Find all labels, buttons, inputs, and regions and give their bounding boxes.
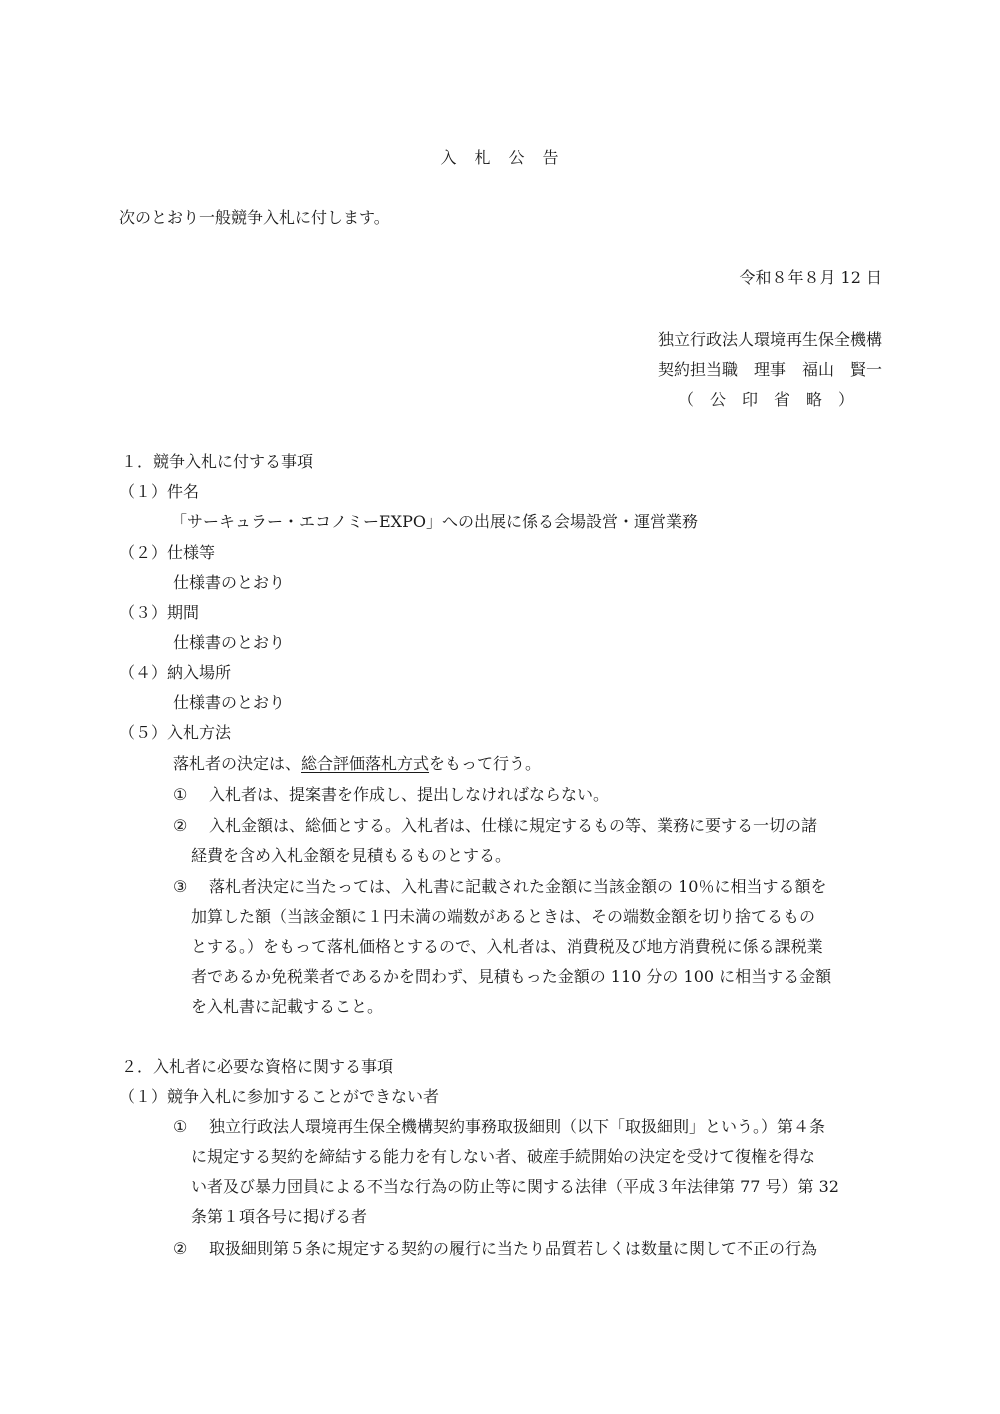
item-label: （２）仕様等 — [119, 543, 216, 562]
seal-note: （ 公 印 省 略 ） — [678, 390, 855, 409]
method-suffix: をもって行う。 — [429, 754, 542, 773]
item-value: 仕様書のとおり — [173, 573, 286, 592]
notice-date: 令和８年８月 12 日 — [739, 268, 882, 287]
method-prefix: 落札者の決定は、 — [173, 754, 302, 773]
rule-line: 経費を含め入札金額を見積もるものとする。 — [191, 846, 512, 865]
rule-line: 入札者は、提案書を作成し、提出しなければならない。 — [209, 785, 610, 804]
rule-line: 落札者決定に当たっては、入札書に記載された金額に当該金額の 10％に相当する額を — [209, 877, 827, 896]
item-label: （５）入札方法 — [119, 723, 232, 742]
rule-number: ② — [173, 816, 188, 835]
item-label: （４）納入場所 — [119, 663, 232, 682]
rule-line: 条第１項各号に掲げる者 — [191, 1207, 368, 1226]
section1-heading: １．競争入札に付する事項 — [121, 452, 314, 471]
issuer-officer: 契約担当職 理事 福山 賢一 — [657, 360, 882, 379]
method-text — [173, 754, 541, 773]
page-title: 入 札 公 告 — [440, 148, 560, 167]
rule-number: ③ — [173, 877, 188, 896]
intro-text: 次のとおり一般競争入札に付します。 — [119, 208, 390, 227]
item-value: 仕様書のとおり — [173, 633, 286, 652]
item-value: 「サーキュラー・エコノミーEXPO」への出展に係る会場設営・運営業務 — [171, 512, 698, 531]
method-underlined: 総合評価落札方式 — [301, 754, 430, 773]
rule-line: 加算した額（当該金額に１円未満の端数があるときは、その端数金額を切り捨てるもの — [191, 907, 816, 926]
item-value: 仕様書のとおり — [173, 693, 286, 712]
rule-line: 取扱細則第５条に規定する契約の履行に当たり品質若しくは数量に関して不正の行為 — [209, 1239, 818, 1258]
rule-number: ① — [173, 1117, 188, 1136]
rule-number: ② — [173, 1239, 188, 1258]
rule-number: ① — [173, 785, 188, 804]
item-label: （３）期間 — [119, 603, 200, 622]
rule-line: を入札書に記載すること。 — [191, 997, 384, 1016]
rule-line: とする。）をもって落札価格とするので、入札者は、消費税及び地方消費税に係る課税業 — [191, 937, 823, 956]
section2-heading: ２．入札者に必要な資格に関する事項 — [121, 1057, 394, 1076]
issuer-org: 独立行政法人環境再生保全機構 — [657, 330, 882, 349]
item-label: （１）件名 — [119, 482, 200, 501]
rule-line: 独立行政法人環境再生保全機構契約事務取扱細則（以下「取扱細則」という。）第４条 — [209, 1117, 826, 1136]
rule-line: い者及び暴力団員による不当な行為の防止等に関する法律（平成３年法律第 77 号）第 32 — [191, 1177, 839, 1196]
rule-line: に規定する契約を締結する能力を有しない者、破産手続開始の決定を受けて復権を得な — [191, 1147, 816, 1166]
section2-sub: （１）競争入札に参加することができない者 — [119, 1087, 440, 1106]
rule-line: 者であるか免税業者であるかを問わず、見積もった金額の 110 分の 100 に相当する金額 — [191, 967, 832, 986]
rule-line: 入札金額は、総価とする。入札者は、仕様に規定するもの等、業務に要する一切の諸 — [209, 816, 818, 835]
